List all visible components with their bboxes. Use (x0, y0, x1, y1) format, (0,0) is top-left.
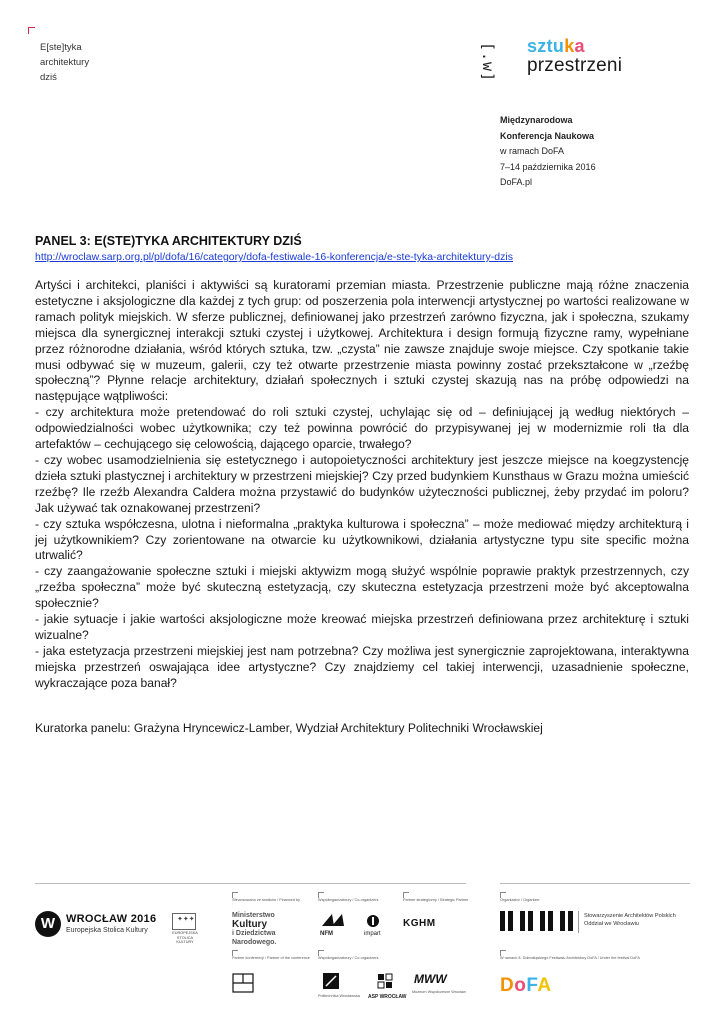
logo-top-part-3: a (574, 36, 585, 56)
sarp-logo-icon (500, 911, 580, 933)
header-title-line-2: architektury (40, 57, 90, 68)
question-6: - jaka estetyzacja przestrzeni miejskiej jest nam potrzebna? Czy możliwa jest synergicznie zaprojektowana, interaktywna miejska przestrzeń oswajająca idee artystyczne? Czy znajdziemy cel takiej interwencji, uzasadnienie społeczne, wykraczające poza banał? (35, 643, 689, 690)
intro-paragraph: Artyści i architekci, planiści i aktywiści są kuratorami przemian miasta. Przestrzenie publiczne mają różne znaczenia estetyczne i aksjologiczne dla każdej z tych grup: od poszerzenia pola interwencji artystycznej po wartości realizowane w ramach polityk miejskich. W sferze publicznej, definiowanej jako przestrzeń zarówno fizyczna, jak i społeczna, szukamy miejsca dla synergicznej interakcji sztuki czystej i użytkowej. Architektura i design formują fizyczne ramy, wypełniane przez różnorodne działania, wśród których sztuka, tzw. „czysta” nie zawsze znajduje swoje miejsce. Czy spotkanie takie musi odbywać się w muzeum, galerii, czy też otwarte przestrzenie miasta powinny zostać przekształcone w „rzeźbę społeczną”? Płynne relacje architektury, działań społecznych i sztuki czystej skazują nas na próbę odpowiedzi na następujące wątpliwości: (35, 278, 689, 404)
logo-top-part-2: k (564, 36, 575, 56)
header-title (40, 40, 89, 85)
question-4: - czy zaangażowanie społeczne sztuki i miejski aktywizm mogą służyć wspólnie poprawie praktyk przestrzennych, czy „rzeźba społeczna” może być skuteczną estetyzacją, czy skuteczna estetyzacja przestrzeni może być akceptowalna społecznie? (35, 564, 689, 611)
conference-line-1: Międzynarodowa (500, 115, 573, 125)
wroclaw-2016-subtitle: Europejska Stolica Kultury (66, 927, 148, 934)
logo-word-bottom: przestrzeni (527, 55, 623, 76)
dofa-part-3: F (526, 975, 538, 996)
logo-bracket: [.w] (479, 42, 497, 83)
kghm-logo: KGHM (403, 918, 436, 929)
ministry-line-1: Ministerstwo (232, 912, 275, 919)
label-partner-conf: Partner konferencji / Partner of the conference (232, 956, 310, 960)
museum-label: Muzeum Współczesne Wrocław (412, 990, 466, 994)
partner-logo-icon (232, 973, 254, 993)
question-5: - jakie sytuacje i jakie wartości aksjologiczne może kreować miejska przestrzeń definiowana przez architekturę i sztuki wizualne? (35, 612, 689, 642)
label-strategic: Partner strategiczny / Strategic Partner (403, 898, 469, 902)
ministry-line-4: Narodowego. (232, 939, 277, 946)
logo-top-part-1: sztu (527, 36, 565, 56)
asp-label: ASP WROCŁAW (368, 994, 407, 1000)
label-coorganizers: Współorganizatorzy / Co-organizers (318, 898, 379, 902)
conference-line-2: Konferencja Naukowa (500, 130, 595, 141)
panel-title: PANEL 3: E(STE)TYKA ARCHITEKTURY DZIŚ (35, 234, 302, 248)
nfm-label: NFM (320, 931, 333, 937)
mww-logo: MWW (414, 972, 447, 986)
conference-site: DoFA.pl (500, 177, 533, 187)
dofa-part-2: o (514, 975, 527, 996)
politechnika-logo-icon (322, 972, 340, 990)
dofa-part-4: A (537, 975, 552, 996)
sztuka-przestrzeni-logo (527, 36, 622, 76)
ministry-logo (232, 911, 276, 947)
panel-description (35, 278, 689, 692)
eu-caption: EUROPEJSKA STOLICA KULTURY (172, 931, 198, 944)
question-1: - czy architektura może pretendować do roli sztuki czystej, uchylając się od – definiującej ją według niektórych – odpowiedzialności wobec użytkownika; czy też powinna powrócić do przypisywanej jej w modernizmie roli tła dla artefaktów – cechującego się celowością, dającego oparcie, trwałego? (35, 405, 689, 452)
label-organizer: Organizator / Organizer (500, 898, 540, 902)
impart-label: impart (364, 931, 381, 937)
nfm-logo-icon (320, 912, 346, 928)
panel-link[interactable]: http://wroclaw.sarp.org.pl/pl/dofa/16/category/dofa-festiwale-16-konferencja/e-ste-tyka-architektury-dzis (35, 251, 513, 263)
conference-line-3: w ramach DoFA (500, 146, 565, 156)
ministry-line-2: Kultury (232, 919, 267, 930)
dofa-logo (500, 975, 552, 997)
header-title-line-1: E[ste]tyka (40, 42, 82, 53)
sarp-name-line-1: Stowarzyszenie Architektów Polskich (584, 913, 676, 919)
logo-word-top (527, 36, 622, 56)
question-2: - czy wobec usamodzielnienia się estetycznego i autopoietyczności architektury jest jeszcze miejsce na koegzystencję dzieła sztuki plastycznej i architektury w przestrzeni miejskiej? Czy przed budynkiem Kunsthaus w Grazu można umieścić rzeźbę? Ile rzeźb Alexandra Caldera można przystawić do budynków użyteczności publicznej, żeby przydać im poloru? Jak używać tak oznakowanej przestrzeni? (35, 452, 689, 515)
curator-line: Kuratorka panelu: Grażyna Hryncewicz-Lamber, Wydział Architektury Politechniki Wrocławskiej (35, 721, 543, 735)
corner-mark (28, 27, 35, 34)
label-coorganizers-2: Współorganizatorzy / Co-organizers (318, 956, 379, 960)
sarp-name (584, 912, 676, 928)
footer-divider-right (500, 883, 690, 884)
eu-flag-icon: ✦✦✦ (172, 913, 196, 930)
sarp-divider (578, 911, 579, 933)
politechnika-label: Politechnika Wrocławska (318, 994, 360, 998)
header-title-line-3: dziś (40, 72, 57, 83)
label-financed: Sfinansowano ze środków / Financed by (232, 898, 300, 902)
sarp-name-line-2: Oddział we Wrocławiu (584, 921, 639, 927)
footer-divider-left (35, 883, 466, 884)
wroclaw-2016-name: WROCŁAW 2016 (66, 913, 157, 925)
wroclaw-logo-icon: W (35, 911, 61, 937)
asp-logo-icon (376, 972, 394, 990)
ministry-line-3: i Dziedzictwa (232, 930, 276, 937)
dofa-part-1: D (500, 975, 515, 996)
impart-logo-icon (366, 914, 380, 928)
conference-dates: 7–14 października 2016 (500, 161, 596, 172)
label-under: W ramach 8. Dolnośląskiego Festiwalu Architektury DoFA / Under the festival DoFA (500, 956, 640, 960)
question-3: - czy sztuka współczesna, ulotna i nieformalna „praktyka kulturowa i społeczna” – może mediować między architekturą i jej użytkownikiem? Czy zorientowane na otwarcie ku użytkownikowi, działania artystyczne typu site specific można utrwalić? (35, 516, 689, 563)
conference-info (500, 113, 596, 191)
